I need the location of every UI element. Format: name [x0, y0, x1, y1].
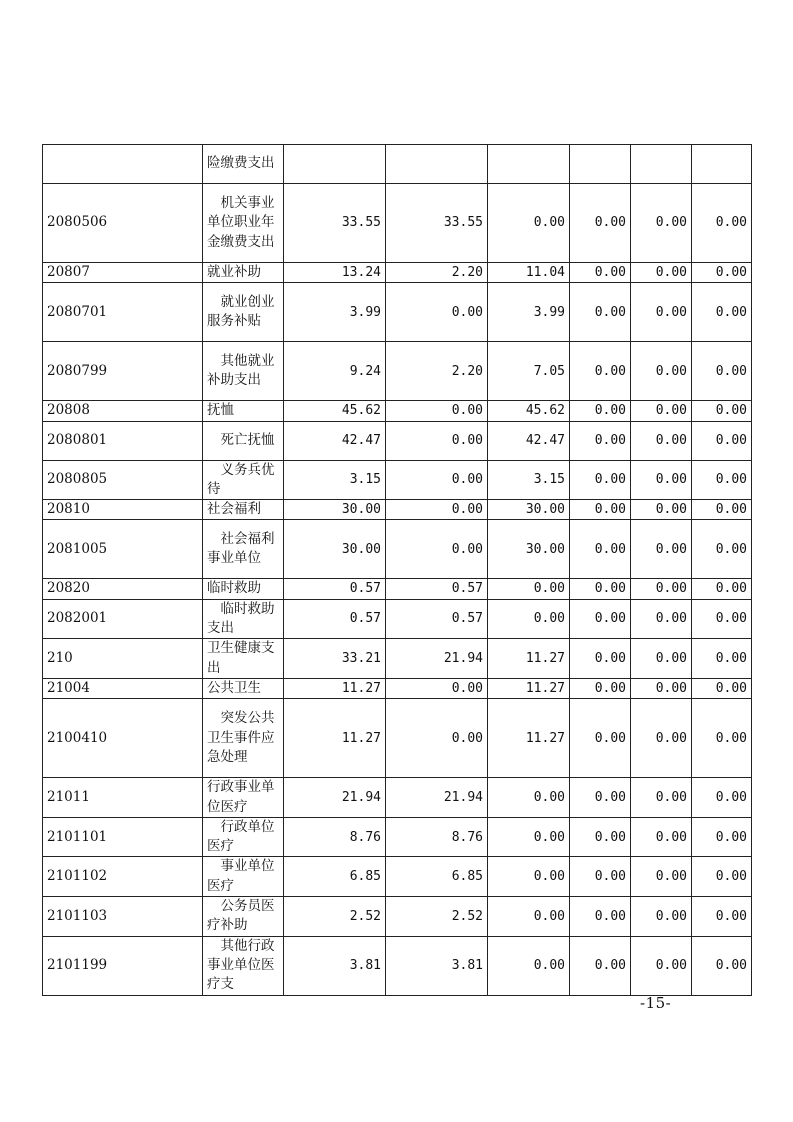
amount-cell: 0.00	[570, 579, 631, 599]
table-row	[43, 263, 752, 283]
amount-cell: 21.94	[284, 778, 386, 818]
subject-name: 就业补助	[203, 263, 284, 283]
amount-cell: 0.00	[631, 599, 692, 639]
amount-cell: 0.00	[488, 817, 570, 857]
subject-name: 突发公共卫生事件应急处理	[203, 699, 284, 778]
budget-table	[42, 144, 752, 996]
amount-cell: 0.00	[631, 639, 692, 679]
amount-cell: 42.47	[284, 421, 386, 460]
amount-cell: 0.00	[570, 817, 631, 857]
table-row	[43, 401, 752, 421]
subject-code: 2101101	[43, 817, 203, 857]
amount-cell: 0.57	[386, 599, 488, 639]
amount-cell: 11.27	[488, 639, 570, 679]
amount-cell: 0.00	[570, 897, 631, 937]
subject-code: 2101102	[43, 857, 203, 897]
table-row	[43, 817, 752, 857]
amount-cell: 0.00	[570, 500, 631, 520]
amount-cell: 0.00	[631, 678, 692, 698]
amount-cell: 0.00	[692, 421, 752, 460]
amount-cell: 2.20	[386, 342, 488, 401]
subject-code: 20808	[43, 401, 203, 421]
subject-name: 事业单位医疗	[203, 857, 284, 897]
amount-cell: 30.00	[488, 520, 570, 579]
table-row	[43, 639, 752, 679]
amount-cell: 11.27	[488, 678, 570, 698]
amount-cell: 21.94	[386, 639, 488, 679]
amount-cell: 0.00	[631, 500, 692, 520]
amount-cell: 0.00	[386, 500, 488, 520]
amount-cell: 0.00	[692, 599, 752, 639]
subject-name: 行政事业单位医疗	[203, 778, 284, 818]
amount-cell: 0.00	[631, 936, 692, 995]
amount-cell: 0.00	[631, 579, 692, 599]
amount-cell: 0.00	[386, 520, 488, 579]
amount-cell: 0.00	[570, 184, 631, 263]
amount-cell: 33.55	[284, 184, 386, 263]
amount-cell	[692, 145, 752, 184]
subject-code: 2101199	[43, 936, 203, 995]
amount-cell	[284, 145, 386, 184]
amount-cell: 0.00	[488, 857, 570, 897]
subject-name: 抚恤	[203, 401, 284, 421]
amount-cell: 0.00	[692, 184, 752, 263]
amount-cell	[386, 145, 488, 184]
amount-cell: 2.52	[386, 897, 488, 937]
amount-cell	[570, 145, 631, 184]
amount-cell: 0.00	[570, 460, 631, 500]
table-row	[43, 283, 752, 342]
amount-cell: 0.00	[488, 936, 570, 995]
table-row	[43, 184, 752, 263]
subject-code: 2080799	[43, 342, 203, 401]
amount-cell: 0.00	[692, 520, 752, 579]
amount-cell: 0.00	[386, 460, 488, 500]
amount-cell: 0.00	[692, 639, 752, 679]
table-row	[43, 699, 752, 778]
subject-name: 机关事业单位职业年金缴费支出	[203, 184, 284, 263]
subject-name: 其他行政事业单位医疗支	[203, 936, 284, 995]
amount-cell: 0.00	[488, 897, 570, 937]
amount-cell: 0.00	[631, 342, 692, 401]
amount-cell: 0.00	[488, 579, 570, 599]
amount-cell: 3.81	[284, 936, 386, 995]
amount-cell: 0.00	[386, 678, 488, 698]
amount-cell: 30.00	[284, 520, 386, 579]
amount-cell: 7.05	[488, 342, 570, 401]
table-row	[43, 778, 752, 818]
table-row	[43, 520, 752, 579]
amount-cell: 3.99	[284, 283, 386, 342]
amount-cell: 0.00	[631, 421, 692, 460]
subject-code: 20810	[43, 500, 203, 520]
amount-cell: 0.00	[692, 857, 752, 897]
amount-cell: 0.00	[692, 460, 752, 500]
amount-cell: 0.00	[570, 857, 631, 897]
amount-cell: 9.24	[284, 342, 386, 401]
table-row	[43, 500, 752, 520]
subject-code: 20820	[43, 579, 203, 599]
subject-name: 临时救助支出	[203, 599, 284, 639]
subject-name: 就业创业服务补贴	[203, 283, 284, 342]
subject-name: 行政单位医疗	[203, 817, 284, 857]
amount-cell: 0.00	[488, 599, 570, 639]
amount-cell: 0.00	[692, 699, 752, 778]
table-row	[43, 460, 752, 500]
amount-cell: 0.00	[488, 778, 570, 818]
table-row	[43, 897, 752, 937]
amount-cell: 11.27	[488, 699, 570, 778]
amount-cell: 0.00	[692, 342, 752, 401]
subject-name: 公务员医疗补助	[203, 897, 284, 937]
table-row	[43, 342, 752, 401]
subject-name: 其他就业补助支出	[203, 342, 284, 401]
amount-cell	[631, 145, 692, 184]
subject-code: 21011	[43, 778, 203, 818]
amount-cell: 0.00	[570, 401, 631, 421]
amount-cell: 45.62	[488, 401, 570, 421]
subject-code: 2080701	[43, 283, 203, 342]
subject-code: 2100410	[43, 699, 203, 778]
subject-code: 20807	[43, 263, 203, 283]
amount-cell: 33.55	[386, 184, 488, 263]
amount-cell: 0.00	[570, 936, 631, 995]
amount-cell: 0.00	[631, 263, 692, 283]
amount-cell: 3.81	[386, 936, 488, 995]
amount-cell: 0.00	[570, 778, 631, 818]
amount-cell: 0.00	[570, 263, 631, 283]
subject-name: 公共卫生	[203, 678, 284, 698]
table-body	[43, 145, 752, 996]
amount-cell: 3.15	[488, 460, 570, 500]
subject-name: 临时救助	[203, 579, 284, 599]
amount-cell: 0.00	[631, 520, 692, 579]
amount-cell: 6.85	[386, 857, 488, 897]
amount-cell: 0.00	[631, 184, 692, 263]
amount-cell: 0.00	[692, 897, 752, 937]
subject-code: 2081005	[43, 520, 203, 579]
amount-cell: 0.00	[570, 639, 631, 679]
subject-name: 社会福利	[203, 500, 284, 520]
amount-cell: 11.27	[284, 678, 386, 698]
amount-cell: 30.00	[488, 500, 570, 520]
amount-cell: 2.20	[386, 263, 488, 283]
amount-cell: 6.85	[284, 857, 386, 897]
amount-cell: 0.00	[488, 184, 570, 263]
amount-cell: 3.99	[488, 283, 570, 342]
amount-cell: 0.00	[692, 579, 752, 599]
subject-name: 死亡抚恤	[203, 421, 284, 460]
amount-cell: 11.04	[488, 263, 570, 283]
amount-cell: 0.00	[631, 460, 692, 500]
table-row	[43, 599, 752, 639]
amount-cell: 0.00	[386, 283, 488, 342]
amount-cell: 3.15	[284, 460, 386, 500]
table-row	[43, 579, 752, 599]
table-row	[43, 145, 752, 184]
amount-cell: 8.76	[284, 817, 386, 857]
amount-cell: 30.00	[284, 500, 386, 520]
amount-cell: 0.00	[631, 778, 692, 818]
table-row	[43, 421, 752, 460]
amount-cell: 33.21	[284, 639, 386, 679]
amount-cell: 0.00	[386, 699, 488, 778]
amount-cell: 0.57	[284, 579, 386, 599]
amount-cell: 11.27	[284, 699, 386, 778]
subject-name: 社会福利事业单位	[203, 520, 284, 579]
amount-cell: 0.00	[570, 678, 631, 698]
amount-cell	[488, 145, 570, 184]
subject-code: 2080506	[43, 184, 203, 263]
subject-code: 21004	[43, 678, 203, 698]
amount-cell: 0.00	[570, 342, 631, 401]
amount-cell: 0.00	[631, 401, 692, 421]
amount-cell: 0.57	[386, 579, 488, 599]
amount-cell: 45.62	[284, 401, 386, 421]
amount-cell: 0.00	[692, 678, 752, 698]
amount-cell: 0.00	[692, 500, 752, 520]
amount-cell: 0.00	[570, 599, 631, 639]
amount-cell: 0.00	[631, 857, 692, 897]
amount-cell: 0.00	[570, 520, 631, 579]
amount-cell: 0.00	[692, 263, 752, 283]
amount-cell: 0.00	[692, 778, 752, 818]
amount-cell: 0.00	[692, 283, 752, 342]
page-number: -15-	[640, 994, 672, 1012]
subject-code: 2082001	[43, 599, 203, 639]
amount-cell: 0.00	[631, 897, 692, 937]
subject-name: 险缴费支出	[203, 145, 284, 184]
amount-cell: 0.00	[692, 401, 752, 421]
amount-cell: 0.00	[692, 817, 752, 857]
amount-cell: 0.00	[631, 283, 692, 342]
subject-code: 2080801	[43, 421, 203, 460]
amount-cell: 0.57	[284, 599, 386, 639]
amount-cell: 0.00	[692, 936, 752, 995]
amount-cell: 0.00	[631, 817, 692, 857]
amount-cell: 2.52	[284, 897, 386, 937]
subject-name: 卫生健康支出	[203, 639, 284, 679]
subject-name: 义务兵优待	[203, 460, 284, 500]
subject-code: 2080805	[43, 460, 203, 500]
amount-cell: 21.94	[386, 778, 488, 818]
amount-cell: 0.00	[386, 421, 488, 460]
amount-cell: 0.00	[386, 401, 488, 421]
amount-cell: 42.47	[488, 421, 570, 460]
subject-code	[43, 145, 203, 184]
subject-code: 2101103	[43, 897, 203, 937]
table-row	[43, 678, 752, 698]
amount-cell: 8.76	[386, 817, 488, 857]
amount-cell: 0.00	[631, 699, 692, 778]
table-row	[43, 857, 752, 897]
amount-cell: 0.00	[570, 699, 631, 778]
subject-code: 210	[43, 639, 203, 679]
amount-cell: 13.24	[284, 263, 386, 283]
amount-cell: 0.00	[570, 283, 631, 342]
amount-cell: 0.00	[570, 421, 631, 460]
table-row	[43, 936, 752, 995]
